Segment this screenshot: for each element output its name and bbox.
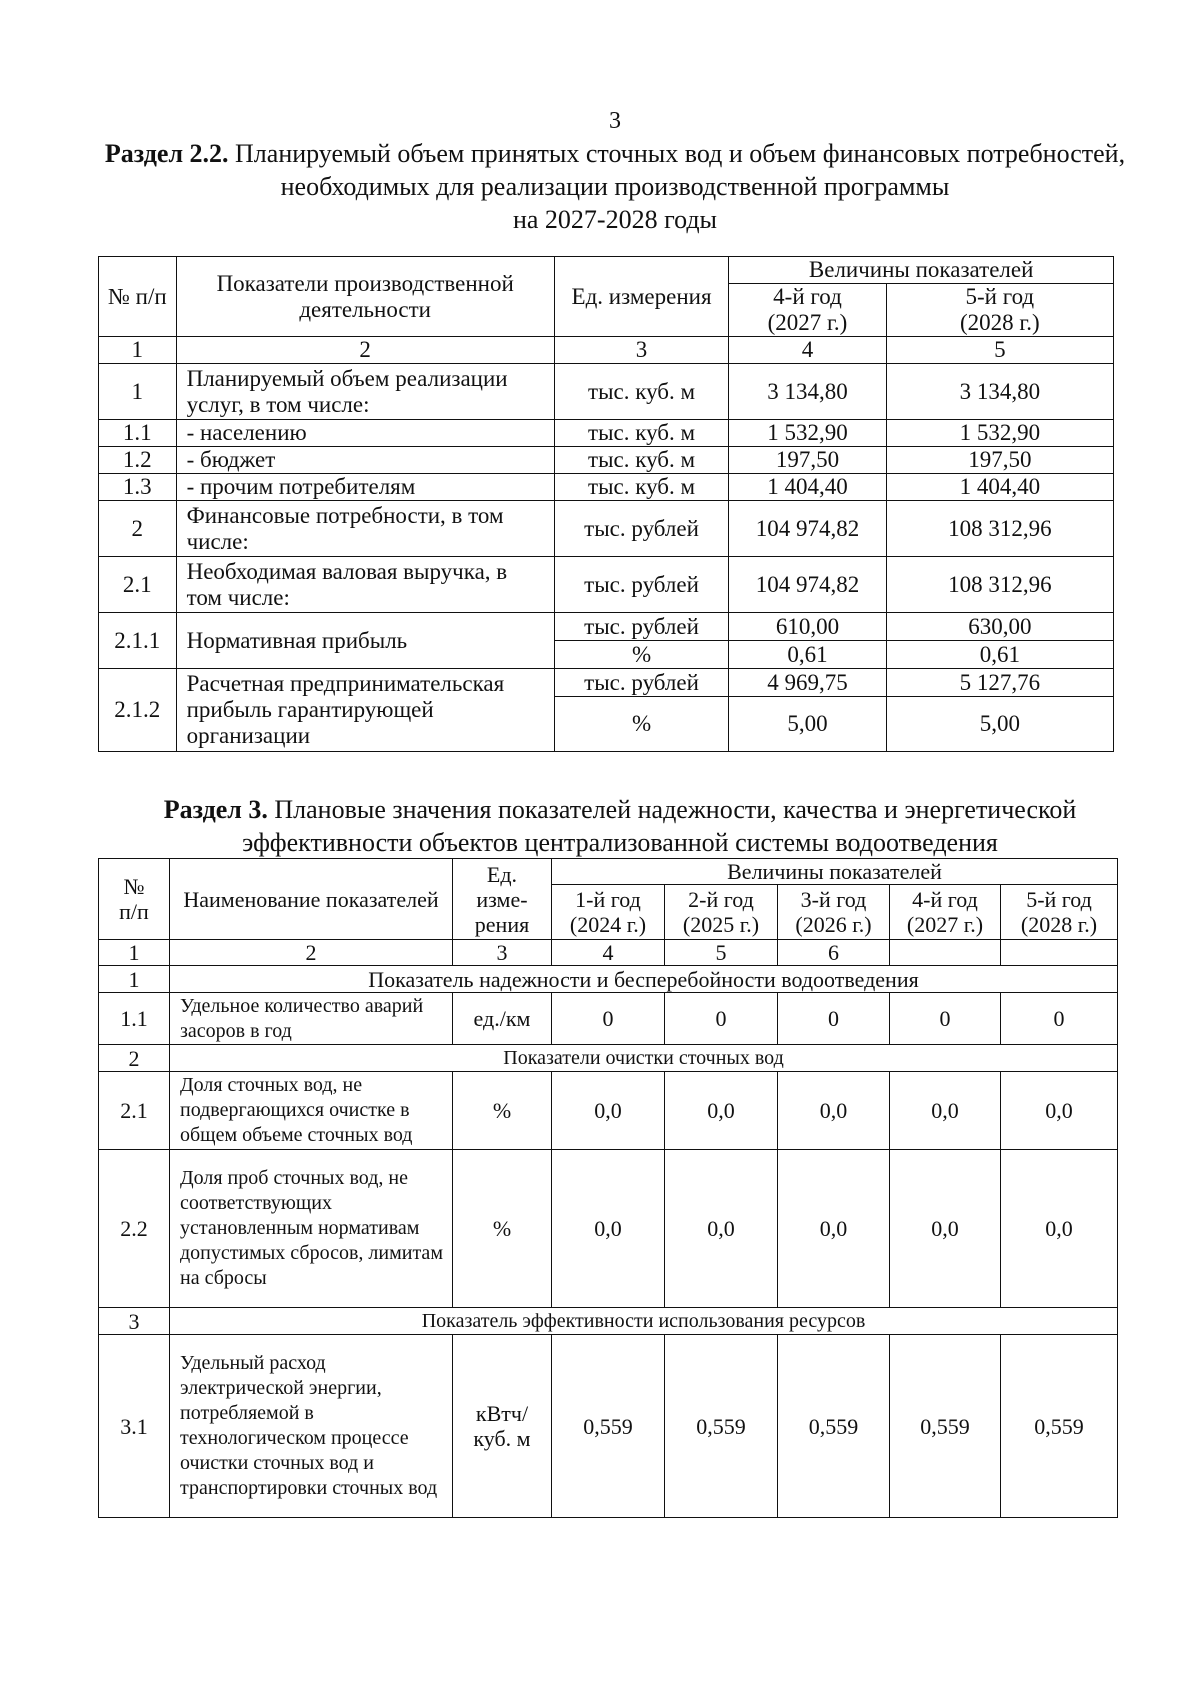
table-cell: 5 [665, 940, 778, 966]
table-cell: 0,0 [778, 1150, 890, 1308]
table-cell: 4 [729, 337, 886, 364]
table-row [99, 1072, 1118, 1150]
table-cell: 0 [665, 993, 778, 1045]
table-cell: 0,0 [778, 1072, 890, 1150]
table-cell: 104 974,82 [729, 501, 886, 557]
table-cell: 6 [778, 940, 890, 966]
table-cell: 2 [176, 337, 554, 364]
table-cell: 3 [453, 940, 552, 966]
table-cell: 108 312,96 [886, 557, 1113, 613]
table-cell: 3 134,80 [886, 364, 1113, 420]
table-cell: 2 [170, 940, 453, 966]
table-row [99, 474, 1114, 501]
table-cell: 0 [778, 993, 890, 1045]
table-cell: Финансовые потребности, в том числе: [176, 501, 554, 557]
table-cell: 0,0 [890, 1150, 1001, 1308]
table-cell: 610,00 [729, 613, 886, 641]
table-cell: 2.1 [99, 1072, 170, 1150]
table-row [99, 993, 1118, 1045]
table-cell: Необходимая валовая выручка, в том числе: [176, 557, 554, 613]
table-row [99, 1335, 1118, 1518]
table-cell: % [453, 1072, 552, 1150]
table-cell: 3 [99, 1308, 170, 1335]
table-row [99, 557, 1114, 613]
section-3-title: Плановые значения показателей надежности, качества и энергетической эффективности объектов централизованной системы водоотведения [242, 795, 1077, 857]
table-cell: тыс. куб. м [554, 364, 729, 420]
table-cell: 1 [99, 337, 177, 364]
table-cell: 0 [552, 993, 665, 1045]
header-indicator: Показатели производственной деятельности [176, 257, 554, 337]
table-cell [1001, 940, 1118, 966]
table-cell: тыс. рублей [554, 613, 729, 641]
table-cell: - прочим потребителям [176, 474, 554, 501]
table-cell: 630,00 [886, 613, 1113, 641]
table-cell: 1 [99, 940, 170, 966]
table-row [99, 447, 1114, 474]
table-cell: 197,50 [886, 447, 1113, 474]
page-number: 3 [609, 108, 621, 134]
table-cell: 0 [1001, 993, 1118, 1045]
group-row [99, 1308, 1118, 1335]
table-cell: Удельное количество аварий засоров в год [170, 993, 453, 1045]
table-row [99, 420, 1114, 447]
table-cell: 0,559 [552, 1335, 665, 1518]
table-row [99, 669, 1114, 697]
table-cell: 2 [99, 501, 177, 557]
table-cell: 1.1 [99, 420, 177, 447]
table-cell: 0,61 [729, 641, 886, 669]
column-numbers-row [99, 940, 1118, 966]
table-cell: - бюджет [176, 447, 554, 474]
table-cell: Удельный расход электрической энергии, потребляемой в технологическом процессе очистки сточных вод и транспортировки сточных вод [170, 1335, 453, 1518]
header-unit: Ед. изме- рения [453, 859, 552, 940]
column-numbers-row [99, 337, 1114, 364]
table-cell: 1 [99, 966, 170, 993]
table-cell: 0,559 [1001, 1335, 1118, 1518]
table-cell: тыс. куб. м [554, 447, 729, 474]
header-year-4: 4-й год (2027 г.) [890, 885, 1001, 940]
table-cell: Доля сточных вод, не подвергающихся очистке в общем объеме сточных вод [170, 1072, 453, 1150]
table-cell: 2.1.2 [99, 669, 177, 752]
table-cell: % [453, 1150, 552, 1308]
table-cell: 1 532,90 [729, 420, 886, 447]
indicators-table [98, 858, 1118, 1518]
section-2-2-label: Раздел 2.2. [104, 139, 229, 168]
table-cell: 2.1.1 [99, 613, 177, 669]
header-year-5: 5-й год (2028 г.) [886, 284, 1113, 337]
table-cell: тыс. рублей [554, 501, 729, 557]
table-cell: 3 134,80 [729, 364, 886, 420]
table-cell: Показатель надежности и бесперебойности водоотведения [170, 966, 1118, 993]
table-cell: 0,61 [886, 641, 1113, 669]
table-cell: Планируемый объем реализации услуг, в том числе: [176, 364, 554, 420]
table-cell: 0,0 [552, 1150, 665, 1308]
table-cell: 0,0 [665, 1072, 778, 1150]
table-cell: тыс. куб. м [554, 474, 729, 501]
table-cell: 1.2 [99, 447, 177, 474]
table-cell: 0,559 [665, 1335, 778, 1518]
section-2-2-title: Планируемый объем принятых сточных вод и объем финансовых потребностей, необходимых для реализации производственной программы [228, 139, 1126, 201]
table-cell: 5,00 [729, 697, 886, 752]
table-cell: Показатель эффективности использования ресурсов [170, 1308, 1118, 1335]
table-row [99, 364, 1114, 420]
table-cell: 3.1 [99, 1335, 170, 1518]
table-cell: 5 127,76 [886, 669, 1113, 697]
table-cell: 0,0 [552, 1072, 665, 1150]
header-name: Наименование показателей [170, 859, 453, 940]
table-cell: 197,50 [729, 447, 886, 474]
table-cell: 2.2 [99, 1150, 170, 1308]
table-cell: Показатели очистки сточных вод [170, 1045, 1118, 1072]
table-cell [890, 940, 1001, 966]
table-cell: 1 [99, 364, 177, 420]
header-num: № п/п [99, 859, 170, 940]
header-year-1: 1-й год (2024 г.) [552, 885, 665, 940]
header-values-group: Величины показателей [552, 859, 1118, 885]
header-unit: Ед. измерения [554, 257, 729, 337]
table-cell: тыс. рублей [554, 557, 729, 613]
table-cell: 0 [890, 993, 1001, 1045]
table-cell: 108 312,96 [886, 501, 1113, 557]
table-cell: - населению [176, 420, 554, 447]
table-cell: Нормативная прибыль [176, 613, 554, 669]
header-year-4: 4-й год (2027 г.) [729, 284, 886, 337]
table-cell: 0,0 [1001, 1150, 1118, 1308]
section-2-2-heading [100, 137, 1130, 236]
table-cell: тыс. куб. м [554, 420, 729, 447]
table-cell: кВтч/ куб. м [453, 1335, 552, 1518]
table-cell: 5 [886, 337, 1113, 364]
table-cell: % [554, 697, 729, 752]
table-cell: ед./км [453, 993, 552, 1045]
table-cell: 4 [552, 940, 665, 966]
table-cell: 2.1 [99, 557, 177, 613]
table-cell: % [554, 641, 729, 669]
table-cell: 0,559 [890, 1335, 1001, 1518]
header-year-5: 5-й год (2028 г.) [1001, 885, 1118, 940]
table-cell: Расчетная предпринимательская прибыль гарантирующей организации [176, 669, 554, 752]
group-row [99, 966, 1118, 993]
table-cell: тыс. рублей [554, 669, 729, 697]
table-cell: 2 [99, 1045, 170, 1072]
header-year-3: 3-й год (2026 г.) [778, 885, 890, 940]
section-2-2-years: на 2027-2028 годы [512, 205, 718, 234]
table-cell: 3 [554, 337, 729, 364]
table-cell: 0,0 [665, 1150, 778, 1308]
table-cell: 5,00 [886, 697, 1113, 752]
table-row [99, 501, 1114, 557]
header-num: № п/п [99, 257, 177, 337]
table-cell: 4 969,75 [729, 669, 886, 697]
group-row [99, 1045, 1118, 1072]
section-3-heading [90, 793, 1150, 859]
financial-needs-table [98, 256, 1114, 752]
table-cell: 1.3 [99, 474, 177, 501]
table-cell: 104 974,82 [729, 557, 886, 613]
header-values-group: Величины показателей [729, 257, 1114, 284]
table-row [99, 1150, 1118, 1308]
table-cell: 0,559 [778, 1335, 890, 1518]
table-cell: 1 532,90 [886, 420, 1113, 447]
table-cell: Доля проб сточных вод, не соответствующих установленным нормативам допустимых сбросов, лимитам на сбросы [170, 1150, 453, 1308]
header-year-2: 2-й год (2025 г.) [665, 885, 778, 940]
table-row [99, 613, 1114, 641]
table-cell: 0,0 [1001, 1072, 1118, 1150]
table-cell: 0,0 [890, 1072, 1001, 1150]
table-cell: 1.1 [99, 993, 170, 1045]
table-cell: 1 404,40 [886, 474, 1113, 501]
section-3-label: Раздел 3. [163, 795, 268, 824]
table-cell: 1 404,40 [729, 474, 886, 501]
